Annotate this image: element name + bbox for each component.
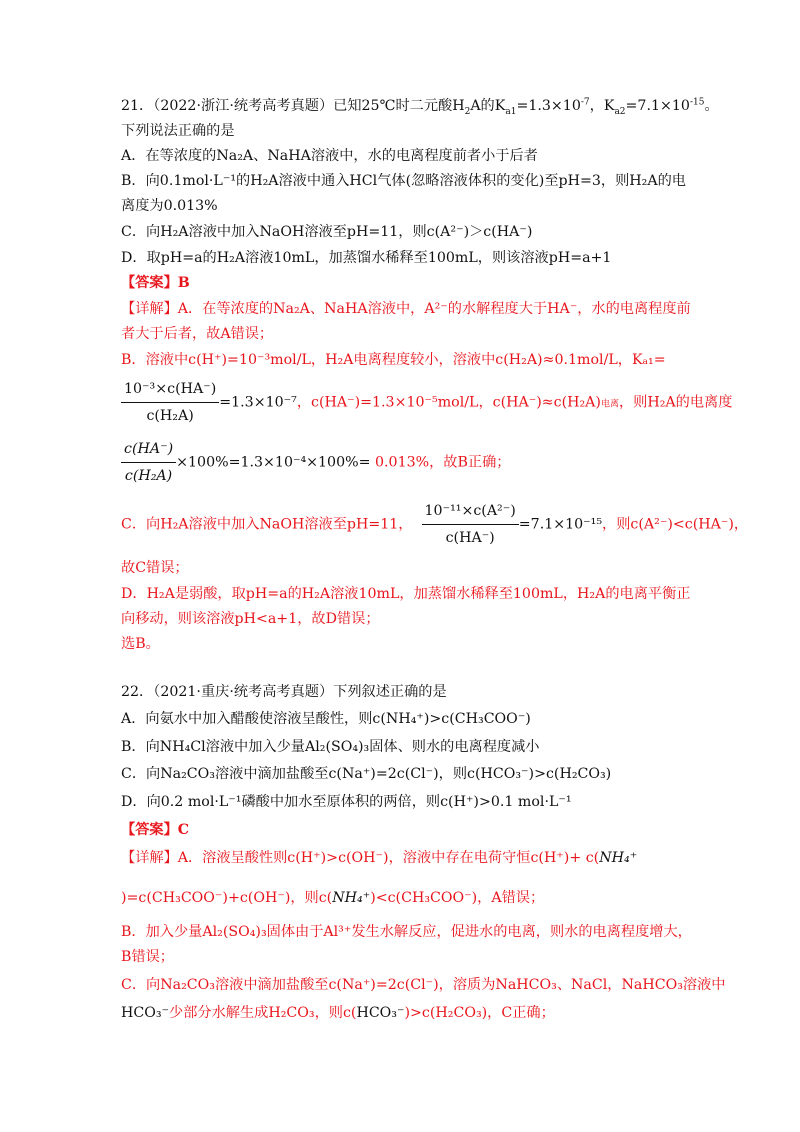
- q22-explanation-b-line1: B．加入少量Al₂(SO₄)₃固体由于Al³⁺发生水解反应，促进水的电离，则水的电离程度增大，: [121, 924, 692, 940]
- hco3-formula: HCO₃⁻: [121, 1005, 170, 1021]
- q22-explanation-c-line2: HCO₃⁻少部分水解生成H₂CO₃，则c(HCO₃⁻)>c(H₂CO₃)，C正确；: [121, 1005, 555, 1021]
- q22-explanation-a-line1: 【详解】A．溶液呈酸性则c(H⁺)>c(OH⁻)，溶液中存在电荷守恒c(H⁺)+ c(NH₄⁺: [121, 850, 638, 866]
- q22-explanation-a-line2: )=c(CH₃COO⁻)+c(OH⁻)，则c(NH₄⁺)<c(CH₃COO⁻)，A错误；: [121, 890, 545, 906]
- q22-answer: 【答案】C: [121, 822, 190, 838]
- ka2-fraction: $\frac{\text{10⁻¹¹×c(A²⁻)}}{c(HA^-)}$: [422, 500, 519, 549]
- q21-option-b-line2: 离度为0.013%: [121, 198, 218, 214]
- q21-explanation-a-line2: 者大于后者，故A错误；: [121, 326, 274, 342]
- q21-stem-line1: 21．（2022·浙江·统考高考真题）已知25℃时二元酸$H_2A$的$K_{a1}=1.3\times 10^{-7}$，$K_{a2}=7.1\times 10^{-15}$。: [121, 97, 719, 117]
- q22-option-c: C．向Na₂CO₃溶液中滴加盐酸至c(Na⁺)=2c(Cl⁻)，则c(HCO₃⁻)>c(H₂CO₃): [121, 766, 612, 782]
- q21-number: 21．: [121, 98, 154, 114]
- ionization-degree-fraction: $\frac{c(HA^-)}{\text{c(H₂A)}}$: [121, 438, 176, 487]
- q22-option-a: A．向氨水中加入醋酸使溶液呈酸性，则c(NH₄⁺)>c(CH₃COO⁻): [121, 711, 531, 727]
- q22-stem: 22．（2021·重庆·统考高考真题）下列叙述正确的是: [121, 684, 447, 700]
- nh4-formula: NH₄⁺: [599, 850, 638, 866]
- q22-explanation-c-line1: C．向Na₂CO₃溶液中滴加盐酸至c(Na⁺)=2c(Cl⁻)，溶质为NaHCO₃、NaCl，NaHCO₃溶液中: [121, 977, 726, 993]
- q22-option-d: D．向0.2 mol·L⁻¹磷酸中加水至原体积的两倍，则c(H⁺)>0.1 mol·L⁻¹: [121, 794, 572, 810]
- q21-explanation-b-formula1: $\frac{\text{10⁻³×c(HA⁻)}}{\text{c(H₂A)}}$ =1.3×10⁻⁷，c(HA⁻)=1.3×10⁻⁵mol/L，c(HA⁻)≈c(H₂A)电离，则H₂A的电离度: [121, 378, 732, 427]
- q21-answer: 【答案】B: [121, 275, 190, 291]
- q21-stem-line2: 下列说法正确的是: [121, 123, 235, 139]
- q21-option-c: C．向H₂A溶液中加入NaOH溶液至pH=11，则c(A²⁻)＞c(HA⁻): [121, 224, 533, 240]
- q21-explanation-d-line2: 向移动，则该溶液pH<a+1，故D错误；: [121, 611, 380, 627]
- q21-conclusion: 选B。: [121, 636, 160, 652]
- q21-option-b-line1: B．向0.1mol·L⁻¹的H₂A溶液中通入HCl气体(忽略溶液体积的变化)至pH=3，则H₂A的电: [121, 173, 686, 189]
- ka1-fraction: $\frac{\text{10⁻³×c(HA⁻)}}{\text{c(H₂A)}}$: [121, 378, 219, 427]
- q21-explanation-d-line1: D．H₂A是弱酸，取pH=a的H₂A溶液10mL，加蒸馏水稀释至100mL，H₂A的电离平衡正: [121, 586, 691, 602]
- q22-option-b: B．向NH₄Cl溶液中加入少量Al₂(SO₄)₃固体、则水的电离程度减小: [121, 739, 540, 755]
- q21-option-d: D．取pH=a的H₂A溶液10mL，加蒸馏水稀释至100mL，则该溶液pH=a+1: [121, 250, 612, 266]
- q22-explanation-b-line2: B错误；: [121, 949, 174, 965]
- q21-source: （2022·浙江·统考高考真题）: [153, 98, 334, 114]
- q21-explanation-b-formula2: $\frac{c(HA^-)}{\text{c(H₂A)}}$ ×100%=1.3×10⁻⁴×100%= 0.013%，故B正确；: [121, 438, 510, 487]
- q21-explanation-c-line1: C．向H₂A溶液中加入NaOH溶液至pH=11， $\frac{\text{10⁻¹¹×c(A²⁻)}}{c(HA^-)}$ =7.1×10⁻¹⁵，则c(A²⁻)<c(HA⁻)，: [121, 500, 748, 549]
- q21-option-a: A．在等浓度的Na₂A、NaHA溶液中，水的电离程度前者小于后者: [121, 148, 538, 164]
- q21-explanation-b-line1: B．溶液中c(H⁺)=10⁻³mol/L，H₂A电离程度较小，溶液中c(H₂A)≈0.1mol/L，Kₐ₁=: [121, 352, 666, 368]
- q21-explanation-c-line2: 故C错误；: [121, 560, 189, 576]
- q21-explanation-a-line1: 【详解】A．在等浓度的Na₂A、NaHA溶液中，A²⁻的水解程度大于HA⁻，水的电离程度前: [121, 301, 691, 317]
